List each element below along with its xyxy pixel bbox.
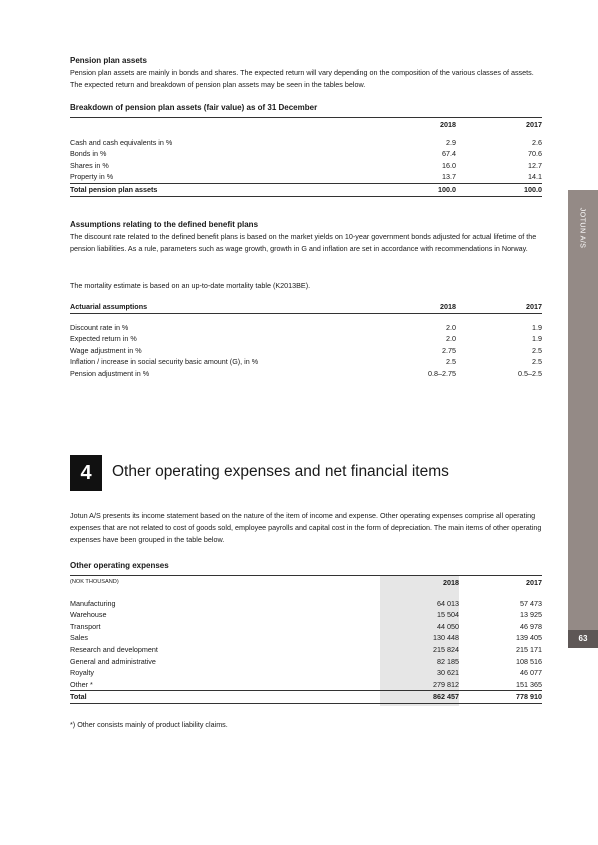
row-label: Transport: [70, 621, 101, 631]
other-col-2017: 2017: [526, 578, 542, 587]
row-value-2018: 64 013: [437, 598, 459, 608]
row-value-2018: 16.0: [442, 160, 456, 170]
row-label: General and administrative: [70, 656, 156, 666]
row-value-2017: 13 925: [520, 610, 542, 620]
row-value-2017: 2.5: [532, 345, 542, 355]
row-value-2017: 151 365: [516, 679, 542, 689]
row-label: Property in %: [70, 172, 114, 182]
side-tab-label: [568, 190, 598, 266]
unit-label: (NOK THOUSAND): [70, 579, 119, 585]
row-value-2017: 70.6: [528, 149, 542, 159]
row-value-2017: 108 516: [516, 656, 542, 666]
other-expenses-top-rule: [70, 575, 542, 576]
table-row: [70, 160, 542, 172]
pension-table-title: Breakdown of pension plan assets (fair value) as of 31 December: [70, 103, 318, 112]
other-expenses-table-title: Other operating expenses: [70, 561, 169, 570]
table-row: [70, 356, 542, 368]
row-value-2017: 1.9: [532, 322, 542, 332]
row-value-2018: 2.75: [442, 345, 456, 355]
table-row: [70, 621, 542, 633]
pension-header-row: [70, 119, 542, 131]
row-label: Bonds in %: [70, 149, 107, 159]
row-value-2018: 2.0: [446, 322, 456, 332]
row-value-2017: 215 171: [516, 644, 542, 654]
row-value-2018: 215 824: [433, 644, 459, 654]
row-value-2018: 15 504: [437, 610, 459, 620]
row-label: Pension adjustment in %: [70, 368, 150, 378]
footnote: *) Other consists mainly of product liability claims.: [70, 720, 228, 729]
actuarial-table-title: Actuarial assumptions: [70, 302, 148, 311]
row-value-2018: 30 621: [437, 668, 459, 678]
row-label: Research and development: [70, 644, 158, 654]
row-label: Warehouse: [70, 610, 107, 620]
row-value-2017: 0.5–2.5: [518, 368, 542, 378]
row-label: Sales: [70, 633, 88, 643]
other-col-2018: 2018: [443, 578, 459, 587]
pension-table: [70, 119, 542, 197]
table-row: [70, 322, 542, 334]
pension-table-top-rule: [70, 117, 542, 118]
row-value-2017: 46 077: [520, 668, 542, 678]
table-row: [70, 679, 542, 691]
pension-heading: Pension plan assets: [70, 56, 147, 65]
row-label: Inflation / increase in social security basic amount (G), in %: [70, 357, 259, 367]
row-label: Cash and cash equivalents in %: [70, 137, 173, 147]
total-value-2017: 778 910: [516, 692, 542, 702]
row-value-2017: 57 473: [520, 598, 542, 608]
table-row: [70, 632, 542, 644]
row-value-2018: 279 812: [433, 679, 459, 689]
row-value-2017: 2.6: [532, 137, 542, 147]
table-row: [70, 656, 542, 668]
row-value-2018: 2.5: [446, 357, 456, 367]
total-label: Total pension plan assets: [70, 184, 158, 194]
row-value-2017: 1.9: [532, 334, 542, 344]
row-value-2018: 67.4: [442, 149, 456, 159]
actuarial-header-row: [70, 301, 542, 313]
total-value-2017: 100.0: [524, 184, 542, 194]
table-row: [70, 598, 542, 610]
row-label: Shares in %: [70, 160, 109, 170]
pension-col-2017: 2017: [526, 120, 542, 129]
row-value-2017: 46 978: [520, 621, 542, 631]
section-title: Other operating expenses and net financial items: [112, 463, 449, 480]
total-value-2018: 862 457: [433, 692, 459, 702]
other-expenses-table: [70, 577, 542, 704]
row-value-2018: 82 185: [437, 656, 459, 666]
company-label: JOTUN A/S: [578, 207, 588, 249]
assumptions-text: The discount rate related to the defined benefit plans is based on the market yields on 10-year government bonds adjusted for actual lifetime of the pension liabilities. As a rule, parameters such as wage growth, growth in G and inflation are set in accordance with recommendations in Norway.: [70, 232, 537, 253]
section-number-badge: 4: [70, 455, 102, 491]
row-value-2017: 12.7: [528, 160, 542, 170]
table-row: [70, 345, 542, 357]
row-value-2018: 2.0: [446, 334, 456, 344]
row-value-2018: 13.7: [442, 172, 456, 182]
row-value-2018: 44 050: [437, 621, 459, 631]
table-row: [70, 368, 542, 380]
actuarial-col-2017: 2017: [526, 302, 542, 311]
row-label: Expected return in %: [70, 334, 137, 344]
table-row: [70, 644, 542, 656]
row-label: Wage adjustment in %: [70, 345, 142, 355]
page-number: 63: [568, 630, 598, 648]
mortality-text: The mortality estimate is based on an up-to-date mortality table (K2013BE).: [70, 281, 311, 290]
actuarial-col-2018: 2018: [440, 302, 456, 311]
table-row: [70, 137, 542, 149]
section-intro: Jotun A/S presents its income statement based on the nature of the item of income and expense. Other operating expenses comprise all operating expenses that are not related to cost of goods sold, employee payrolls and capital cost in the form of depreciation. The main items of other operating expenses have been grouped in the table below.: [70, 511, 542, 544]
pension-col-2018: 2018: [440, 120, 456, 129]
pension-intro: Pension plan assets are mainly in bonds and shares. The expected return will vary depending on the composition of the various classes of assets. The expected return and breakdown of pension plan assets may be seen in the tables below.: [70, 68, 534, 89]
other-expenses-header-row: [70, 577, 542, 589]
row-label: Royalty: [70, 668, 94, 678]
row-value-2018: 0.8–2.75: [428, 368, 456, 378]
total-row: [70, 183, 542, 196]
table-row: [70, 667, 542, 679]
table-row: [70, 148, 542, 160]
row-label: Discount rate in %: [70, 322, 129, 332]
row-value-2017: 14.1: [528, 172, 542, 182]
row-label: Other *: [70, 679, 93, 689]
total-value-2018: 100.0: [438, 184, 456, 194]
row-label: Manufacturing: [70, 598, 116, 608]
actuarial-table: [70, 301, 542, 380]
table-row: [70, 171, 542, 183]
table-row: [70, 333, 542, 345]
row-value-2017: 139 405: [516, 633, 542, 643]
total-label: Total: [70, 692, 87, 702]
row-value-2018: 2.9: [446, 137, 456, 147]
row-value-2018: 130 448: [433, 633, 459, 643]
table-row: [70, 609, 542, 621]
total-row: [70, 691, 542, 704]
row-value-2017: 2.5: [532, 357, 542, 367]
assumptions-heading: Assumptions relating to the defined benefit plans: [70, 220, 259, 229]
